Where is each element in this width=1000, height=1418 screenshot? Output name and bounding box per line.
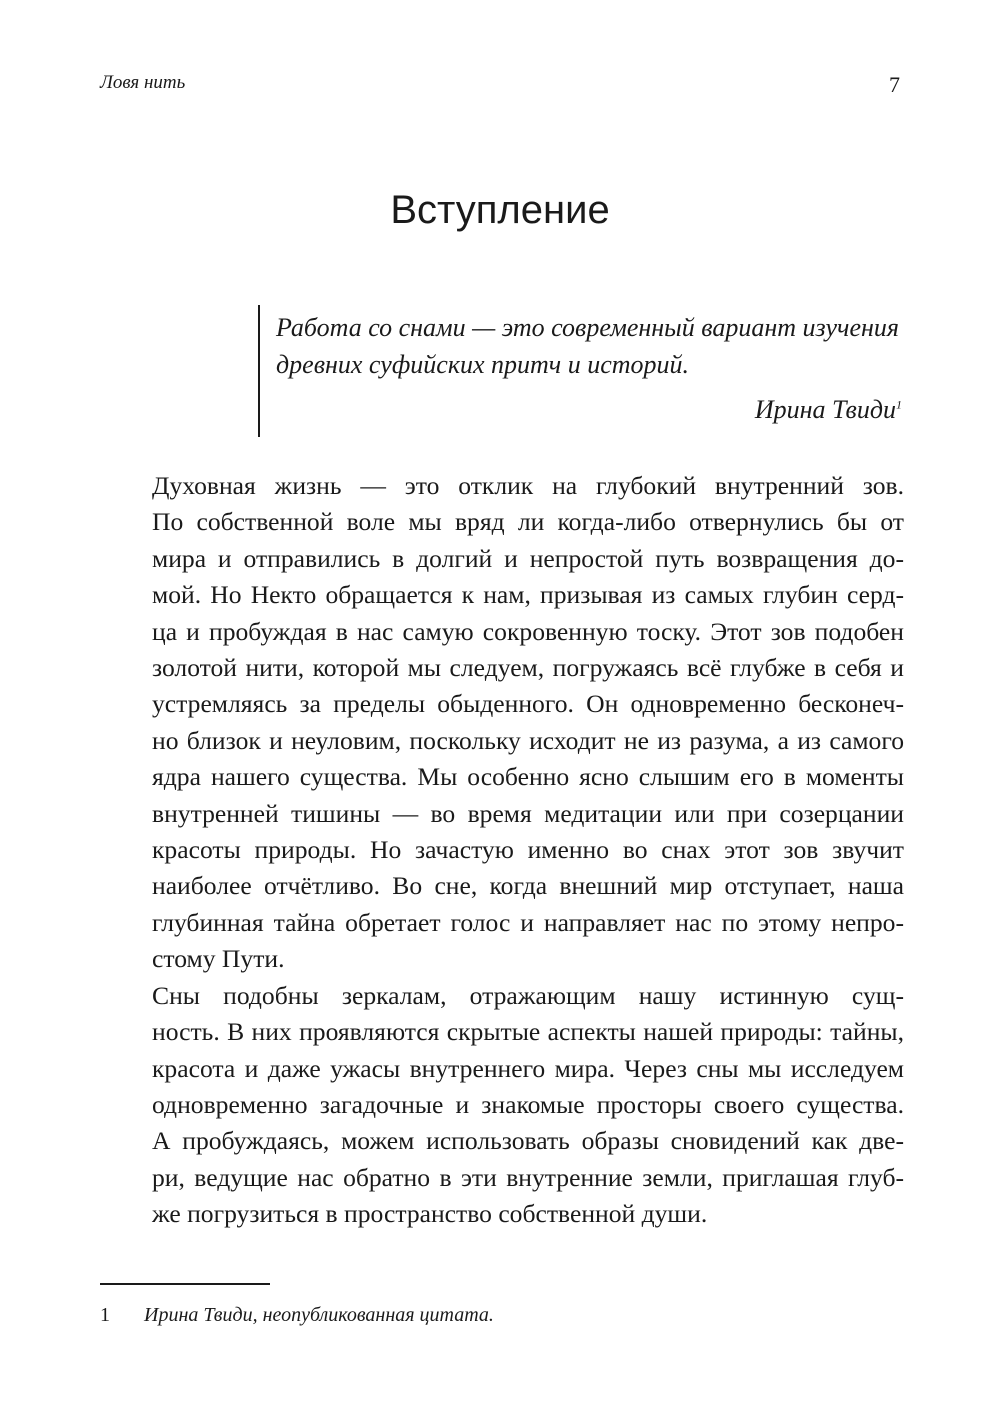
- text-line: мой. Но Некто обращается к нам, призывая из самых глубин серд-: [152, 580, 904, 610]
- text-line: А пробуждаясь, можем использовать образы сновидений как две-: [152, 1126, 904, 1156]
- footnote-rule: [100, 1283, 270, 1285]
- footnote-number: 1: [100, 1304, 110, 1326]
- text-line: золотой нити, которой мы следуем, погружаясь всё глубже в себя и: [152, 653, 904, 683]
- text-line: же погрузиться в пространство собственной души.: [152, 1199, 708, 1229]
- footnote-text: Ирина Твиди, неопубликованная цитата.: [144, 1304, 494, 1326]
- text-line: По собственной воле мы вряд ли когда-либо отвернулись бы от: [152, 507, 904, 537]
- text-line: красота и даже ужасы внутреннего мира. Через сны мы исследуем: [152, 1053, 904, 1083]
- text-line: но близок и неуловим, поскольку исходит не из разума, а из самого: [152, 725, 904, 755]
- epigraph-author-name: Ирина Твиди: [754, 395, 896, 424]
- running-header: [100, 72, 900, 102]
- epigraph-quote: [276, 309, 900, 383]
- text-line: ность. В них проявляются скрытые аспекты нашей природы: тайны,: [152, 1017, 904, 1047]
- paragraph-2: [100, 978, 904, 1233]
- epigraph-line: древних суфийских притч и историй.: [276, 350, 690, 379]
- chapter-title: Вступление: [390, 188, 610, 232]
- text-line: Сны подобны зеркалам, отражающим нашу истинную сущ-: [152, 980, 904, 1010]
- text-line: наиболее отчётливо. Во сне, когда внешний мир отступает, наша: [152, 871, 904, 901]
- body-text: [100, 468, 904, 1233]
- paragraph-1: [100, 468, 904, 978]
- text-line: ри, ведущие нас обратно в эти внутренние земли, приглашая глуб-: [152, 1162, 904, 1192]
- page-number: 7: [889, 72, 900, 97]
- text-line: глубинная тайна обретает голос и направляет нас по этому непро-: [152, 907, 904, 937]
- running-title: Ловя нить: [100, 72, 186, 93]
- text-line: внутренней тишины — во время медитации или при созерцании: [152, 798, 904, 828]
- text-line: Духовная жизнь — это отклик на глубокий внутренний зов.: [152, 471, 904, 500]
- text-line: устремляясь за пределы обыденного. Он одновременно бесконеч-: [152, 689, 904, 719]
- footnote-reference: 1: [896, 397, 902, 412]
- text-line: стому Пути.: [152, 944, 285, 974]
- text-line: красоты природы. Но зачастую именно во снах этот зов звучит: [152, 835, 904, 865]
- text-line: мира и отправились в долгий и непростой путь возвращения до-: [152, 543, 904, 573]
- epigraph: [258, 305, 902, 437]
- epigraph-author: [755, 395, 902, 425]
- epigraph-line: Работа со снами — это современный вариант изучения: [276, 313, 899, 342]
- text-line: ядра нашего существа. Мы особенно ясно слышим его в моменты: [152, 762, 904, 792]
- text-line: одновременно загадочные и знакомые просторы своего существа.: [152, 1089, 904, 1119]
- text-line: ца и пробуждая в нас самую сокровенную тоску. Этот зов подобен: [152, 616, 904, 646]
